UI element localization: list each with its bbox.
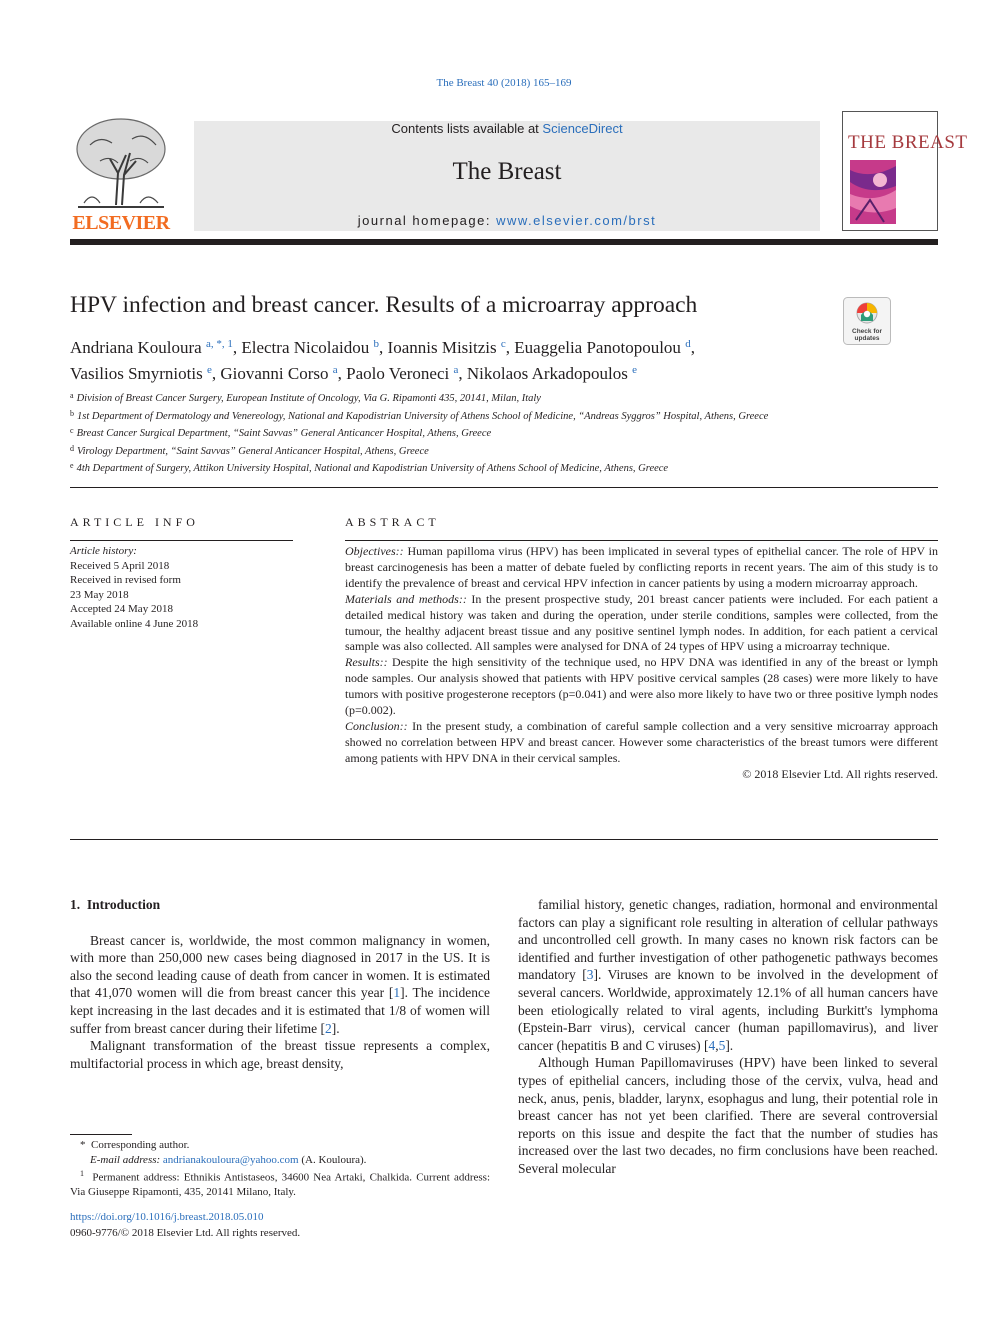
affiliation — [70, 407, 830, 425]
author-name: Nikolaos Arkadopoulos — [466, 364, 628, 383]
author-affiliation-marker[interactable]: a — [453, 364, 459, 376]
left-paragraphs — [70, 932, 490, 1073]
author — [70, 364, 220, 383]
footnote-rule — [70, 1134, 132, 1135]
history-entry: Received in revised form — [70, 574, 181, 586]
author-name: Giovanni Corso — [220, 364, 329, 383]
author-name: Euaggelia Panotopoulou — [514, 338, 681, 357]
affiliation-letter: c — [70, 426, 74, 435]
section-number: 1. — [70, 897, 81, 912]
right-paragraphs — [518, 896, 938, 1178]
paragraph-text: ]. The incidence kept increasing in the last decades and it is estimated that 1/8 of women will suffer from breast cancer during their lifetime [ — [70, 985, 490, 1036]
email-label: E-mail address: — [90, 1153, 161, 1166]
reference-link[interactable]: 1 — [393, 985, 401, 1001]
journal-citation[interactable]: The Breast 40 (2018) 165–169 — [436, 77, 572, 89]
abstract-section-text: Human papilloma virus (HPV) has been implicated in several types of epithelial cancer. The role of HPV in breast carcinogenesis has been a matter of debate fueled by conflicting reports in recent years. The aim of this study is to identify the prevalence of breast and cervical HPV infection in cancer patients by using a modern microarray approach. — [345, 544, 939, 590]
reference-link[interactable]: 4 — [708, 1037, 716, 1053]
author — [220, 364, 346, 383]
affiliation — [70, 459, 830, 477]
author — [241, 338, 387, 357]
footnote-mark: * — [80, 1139, 86, 1151]
email-owner: (A. Kouloura). — [301, 1153, 367, 1166]
author-list — [70, 333, 830, 385]
journal-homepage — [194, 213, 820, 228]
author-separator: , — [458, 364, 467, 383]
email-note — [70, 1153, 490, 1168]
permanent-address-note — [70, 1167, 490, 1200]
section-title: Introduction — [86, 897, 161, 912]
article-history — [70, 544, 300, 631]
affiliation-text: 1st Department of Dermatology and Venereology, National and Kapodistrian University of Athens School of Medicine, “Andreas Syggros” Hospital, Athens, Greece — [77, 410, 769, 422]
paragraph-text: Breast cancer is, worldwide, the most common malignancy in women, with more than 250,000 new cases being diagnosed in 2017 in the US. It is also the second leading cause of death from cancer in women. It is estimated that 41,070 women will die from breast cancer this year [ — [70, 932, 490, 1001]
email-link[interactable]: andrianakouloura@yahoo.com — [162, 1153, 299, 1166]
body-column-left — [70, 896, 490, 1072]
author — [467, 364, 637, 383]
section-heading — [70, 896, 490, 914]
affiliation — [70, 442, 830, 460]
section-rule — [70, 487, 938, 488]
article-info-rule — [70, 540, 293, 541]
affiliation-letter: d — [70, 443, 74, 453]
author — [388, 338, 515, 357]
paragraph — [70, 1037, 490, 1072]
paragraph-text: ]. — [331, 1020, 340, 1036]
affiliation — [70, 389, 830, 407]
abstract-copyright: © 2018 Elsevier Ltd. All rights reserved. — [742, 766, 938, 781]
history-entry: Available online 4 June 2018 — [70, 617, 199, 630]
abstract-rule — [345, 540, 938, 541]
affiliation — [70, 424, 830, 442]
author-name: Andriana Kouloura — [70, 338, 202, 357]
cover-title: THE BREAST — [848, 132, 968, 153]
author-name: Vasilios Smyrniotis — [70, 364, 203, 383]
paragraph-text: Malignant transformation of the breast tissue represents a complex, multifactorial process in which age, breast density, — [70, 1038, 490, 1071]
doi-link[interactable]: https://doi.org/10.1016/j.breast.2018.05.010 — [70, 1211, 264, 1223]
author-affiliation-marker[interactable]: e — [206, 364, 212, 376]
abstract-section — [345, 592, 938, 656]
author-separator: , — [337, 364, 347, 383]
author-separator: , — [211, 364, 221, 383]
author — [514, 338, 695, 357]
issn-copyright: 0960-9776/© 2018 Elsevier Ltd. All rights reserved. — [70, 1227, 301, 1239]
elsevier-wordmark: ELSEVIER — [72, 212, 170, 234]
affiliation-text: Breast Cancer Surgical Department, “Saint Savvas” General Anticancer Hospital, Athens, Greece — [76, 428, 492, 439]
sciencedirect-link[interactable]: ScienceDirect — [542, 121, 623, 136]
affiliations — [70, 389, 830, 477]
history-entry: Accepted 24 May 2018 — [70, 603, 173, 615]
history-label: Article history: — [70, 545, 137, 557]
author-name: Ioannis Misitzis — [387, 338, 497, 357]
affiliation-letter: a — [70, 391, 74, 400]
history-entry: Received 5 April 2018 — [70, 559, 170, 572]
affiliation-text: 4th Department of Surgery, Attikon University Hospital, National and Kapodistrian University of Athens School of Medicine, Athens, Greece — [76, 463, 669, 474]
contents-prefix: Contents lists available at — [391, 121, 543, 136]
abstract-section-text: In the present study, a combination of careful sample collection and a very sensitive microarray approach showed no correlation between HPV and breast cancer. However some characteristics of the breast tumors were different among patients with HPV DNA in their cervical samples. — [345, 718, 939, 765]
abstract-section-text: Despite the high sensitivity of the technique used, no HPV DNA was identified in any of the breast or lymph node samples. Our analysis showed that patients with HPV positive cervical samples (28 cases) were more likely to have tumors with positive progesterone receptors (p=0.041) and were also more likely to have two or three positive lymph nodes (p=0.002). — [345, 655, 939, 718]
abstract-section-label: Results:: — [345, 655, 388, 670]
reference-link[interactable]: 2 — [325, 1020, 332, 1036]
cover-artwork — [850, 160, 896, 224]
check-for-updates-badge[interactable] — [843, 297, 891, 345]
author-separator: , — [232, 338, 242, 357]
paragraph-text: Although Human Papillomaviruses (HPV) have been linked to several types of epithelial cancers, including those of the cervix, vulva, head and neck, anus, penis, bladder, larynx, esophagus and lung, their potential role in breast cancer has not yet been clarified. There are several controversial reports on this issue and despite the fact that the number of studies has increased over the last two decades, no firm conclusions have been reached. Several molecular — [518, 1055, 938, 1176]
author — [346, 364, 467, 383]
author-affiliation-marker[interactable]: c — [500, 338, 506, 350]
footnote-mark: 1 — [80, 1169, 84, 1178]
affiliation-text: Virology Department, “Saint Savvas” General Anticancer Hospital, Athens, Greece — [77, 445, 429, 457]
author-affiliation-marker[interactable]: a — [332, 364, 338, 376]
abstract-section — [345, 655, 938, 719]
reference-link[interactable]: 3 — [586, 967, 594, 983]
abstract-section-label: Objectives:: — [345, 544, 404, 558]
header-rule — [70, 239, 938, 245]
abstract-section-text: In the present prospective study, 201 breast cancer patients were included. For each patient a detailed medical history was taken and during the operation, under sterile conditions, samples were collected, from the tumour, the healthy adjacent breast tissue and any positive sentinel lymph nodes. In addition, for each patient a cervical sample was also collected. All samples were analysed for DNA of 24 types of HPV using a microarray technique. — [345, 591, 939, 654]
author-affiliation-marker[interactable]: b — [373, 338, 380, 350]
paragraph-text: familial history, genetic changes, radiation, hormonal and environmental factors can play a significant role resulting in alteration of cellular pathways and uncontrolled cell growth. In many cases no known risk factors can be identified and further investigation of other pathogenetic pathways becomes mandatory [ — [518, 897, 938, 983]
author-affiliation-marker[interactable]: e — [632, 364, 638, 376]
reference-link[interactable]: 5 — [718, 1037, 726, 1053]
svg-text:updates: updates — [854, 335, 880, 342]
journal-name: The Breast — [452, 158, 562, 185]
svg-text:Check for: Check for — [852, 328, 882, 335]
history-entry: 23 May 2018 — [70, 588, 129, 601]
paragraph-text: ]. — [725, 1037, 734, 1053]
author-separator: , — [505, 338, 515, 357]
article-title: HPV infection and breast cancer. Results of a microarray approach — [70, 292, 698, 318]
contents-availability — [194, 121, 820, 136]
paragraph — [518, 1054, 938, 1177]
affiliation-letter: e — [70, 461, 74, 470]
abstract-section — [345, 719, 938, 767]
author-separator: , — [379, 338, 388, 357]
paragraph — [518, 896, 938, 1054]
abstract-section-label: Materials and methods:: — [345, 591, 467, 606]
footnote-text: Corresponding author. — [91, 1139, 190, 1151]
homepage-link[interactable]: www.elsevier.com/brst — [496, 213, 657, 228]
abstract-section — [345, 544, 938, 592]
abstract-heading: ABSTRACT — [345, 515, 440, 529]
author-affiliation-marker[interactable]: a, *, 1 — [205, 338, 233, 350]
author-affiliation-marker[interactable]: d — [685, 338, 691, 350]
abstract-section-label: Conclusion:: — [345, 718, 408, 733]
paragraph-text: ]. Viruses are known to be involved in the development of several cancers. Worldwide, approximately 12.1% of all human cancers have been etiologically related to viral agents, including Burkitt's lymphoma (Epstein-Barr virus), cervical cancer (human papillomavirus), and liver cancer (hepatitis B and C viruses) [ — [518, 967, 938, 1053]
author — [70, 338, 241, 357]
section-rule — [70, 839, 938, 840]
footnote-text: Permanent address: Ethnikis Antistaseos, 34600 Nea Artaki, Chalkida. Current address: Via Giuseppe Ripamonti, 435, 20141 Milano, Italy. — [70, 1171, 491, 1199]
author-name: Paolo Veroneci — [346, 364, 450, 383]
footnotes — [70, 1138, 490, 1200]
paragraph — [70, 932, 490, 1038]
affiliation-text: Division of Breast Cancer Surgery, European Institute of Oncology, Via G. Ripamonti 435, 20141, Milan, Italy — [76, 393, 541, 404]
body-column-right — [518, 896, 938, 1178]
author-name: Electra Nicolaidou — [241, 338, 370, 357]
abstract-body — [345, 544, 938, 783]
author-separator: , — [690, 338, 695, 357]
paragraph-text: , — [715, 1037, 719, 1053]
affiliation-letter: b — [70, 408, 74, 418]
homepage-label: journal homepage: — [357, 213, 497, 228]
corresponding-author-note — [70, 1138, 490, 1153]
article-info-heading: ARTICLE INFO — [70, 515, 199, 529]
